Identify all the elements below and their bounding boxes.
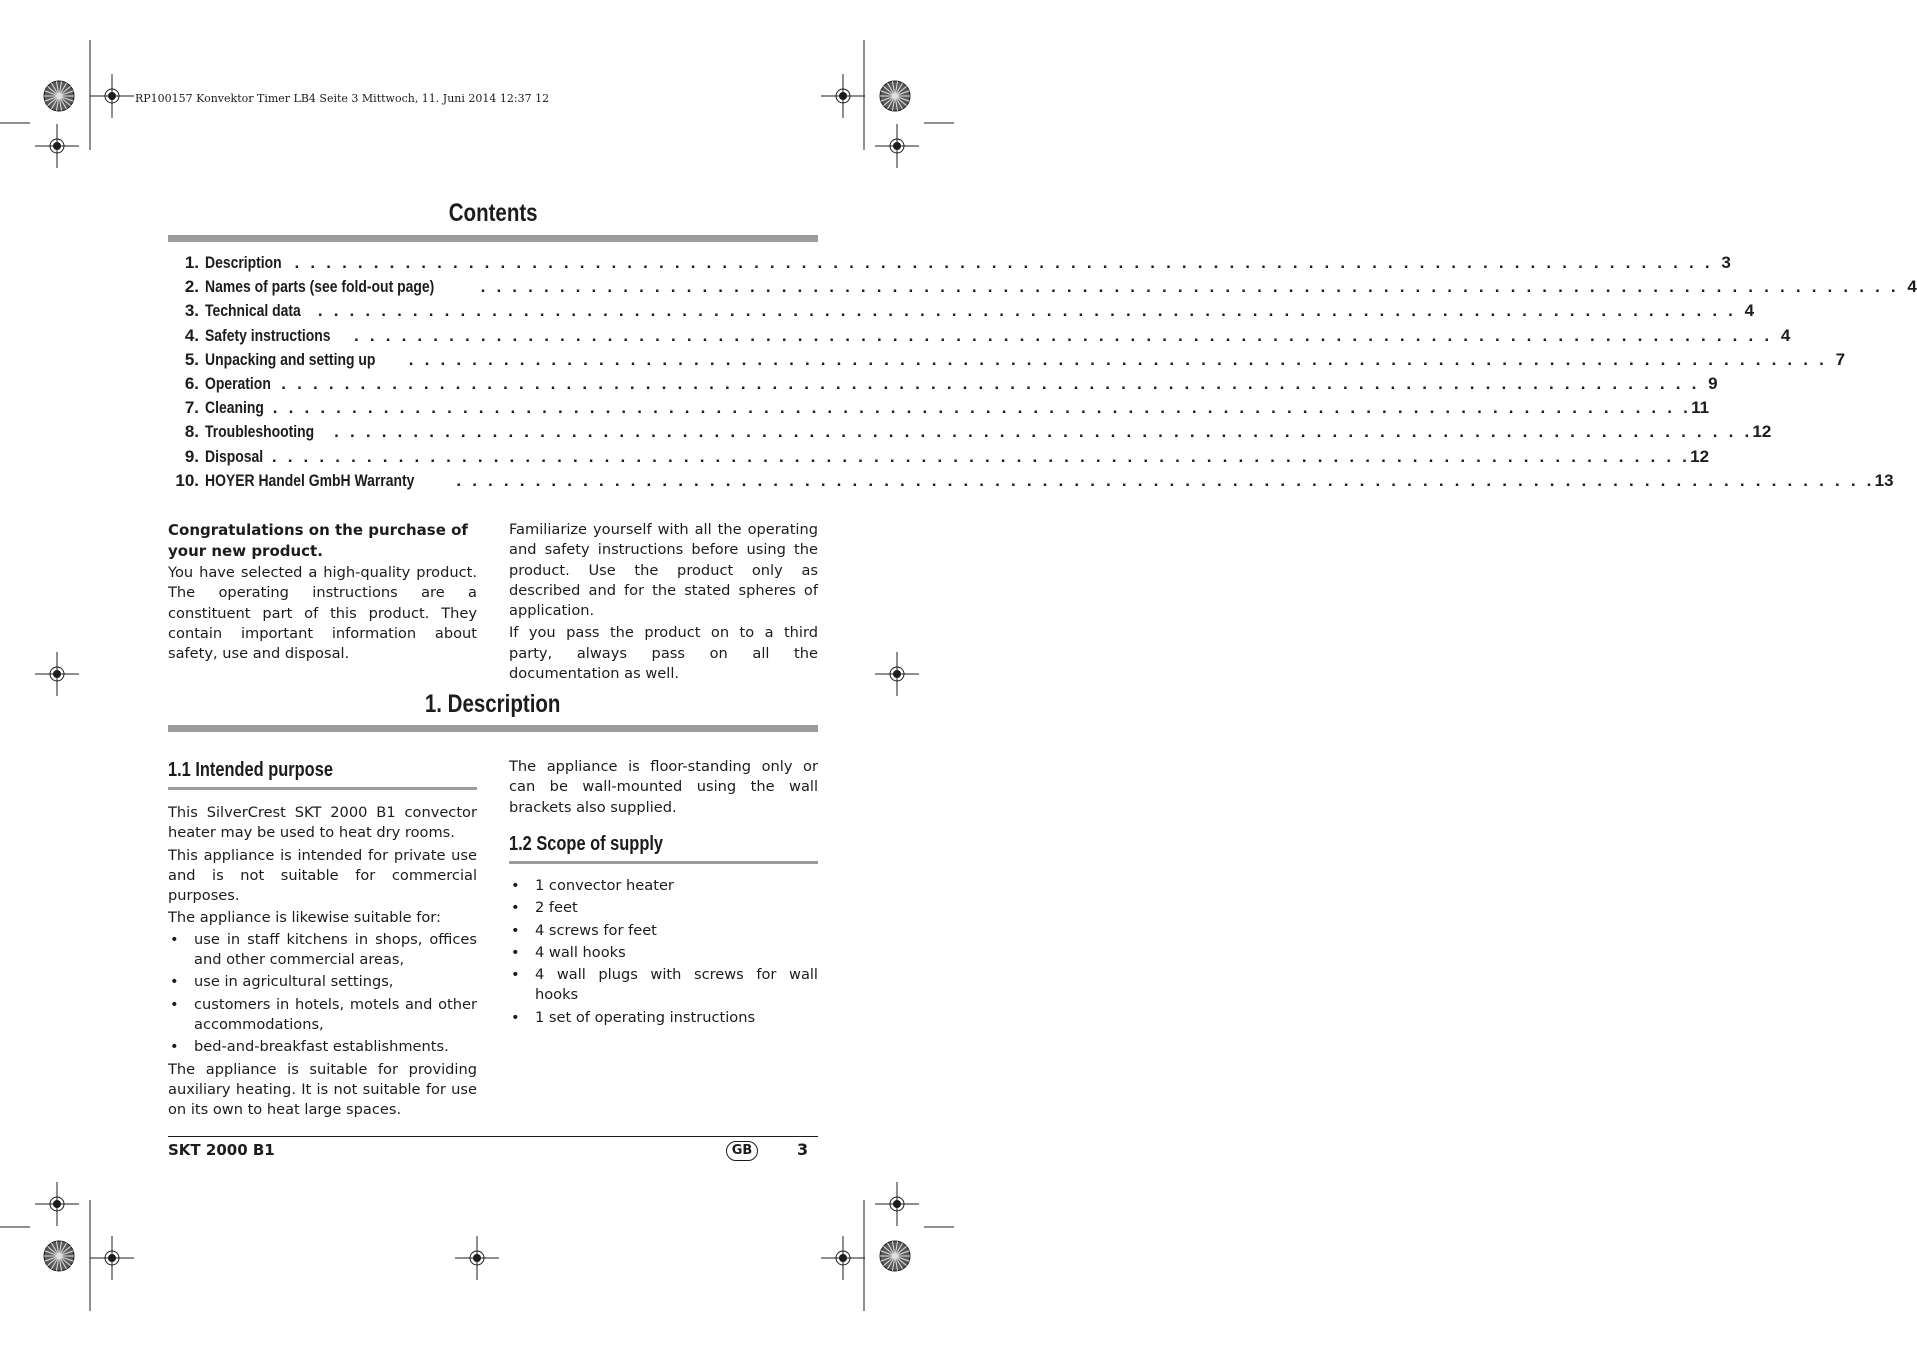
- toc-row: [168, 301, 1755, 325]
- list-item: • 4 wall hooks: [509, 943, 818, 963]
- toc-row: [168, 398, 1710, 422]
- toc-number: 1.: [184, 253, 199, 272]
- toc-label: Technical data: [205, 301, 301, 321]
- toc-row: [168, 470, 1894, 495]
- toc-number: 5.: [184, 349, 199, 369]
- list-item: • use in agricultural settings,: [168, 972, 477, 992]
- intended-purpose-body: [168, 803, 477, 1120]
- supply-bullet-list: [509, 876, 818, 1028]
- intended-paragraph-2: This appliance is intended for private use and is not suitable for commercial purposes.: [168, 846, 477, 905]
- toc-leader-dots: . . . . . . . . . . . . . . . . . . . . . . . . . . . . . . . . . . . . . . . . . . . . . . . . . . . . . . . . . . . . . . . . . . . . . . . . . . . . . . . . . . . . . . . . . .: [281, 373, 1700, 393]
- toc-row: [168, 349, 1846, 374]
- toc-label: Description: [205, 253, 282, 272]
- toc-leader-dots: . . . . . . . . . . . . . . . . . . . . . . . . . . . . . . . . . . . . . . . . . . . . . . . . . . . . . . . . . . . . . . . . . . . . . . . . . . . . . . . . . . . . . . . . . .: [317, 301, 1737, 321]
- contents-title: Contents: [448, 199, 538, 227]
- toc-leader-dots: . . . . . . . . . . . . . . . . . . . . . . . . . . . . . . . . . . . . . . . . . . . . . . . . . . . . . . . . . . . . . . . . . . . . . . . . . . . . . . . . . . . . . . . . . .: [480, 277, 1899, 297]
- toc-number: 6.: [184, 373, 199, 393]
- toc-number: 9.: [184, 446, 199, 466]
- toc-page: 11: [1691, 398, 1710, 418]
- list-item: • bed-and-breakfast establishments.: [168, 1037, 477, 1057]
- list-item: • 2 feet: [509, 898, 818, 918]
- intended-paragraph-1: This SilverCrest SKT 2000 B1 convector heater may be used to heat dry rooms.: [168, 804, 477, 842]
- toc-label: Cleaning: [205, 398, 264, 418]
- toc-page: 3: [1721, 253, 1731, 272]
- floor-standing-paragraph: The appliance is floor-standing only or can be wall-mounted using the wall brackets also supplied.: [509, 758, 818, 816]
- intro-right-paragraph-2: If you pass the product on to a third party, always pass on all the documentation as well.: [509, 624, 818, 683]
- list-item: • 4 screws for feet: [509, 921, 818, 941]
- scope-of-supply-section: [509, 829, 818, 1030]
- toc-row: [168, 373, 1718, 398]
- toc-number: 3.: [184, 301, 199, 321]
- toc-page: 4: [1780, 325, 1791, 345]
- toc-label: Troubleshooting: [205, 422, 315, 442]
- toc-leader-dots: . . . . . . . . . . . . . . . . . . . . . . . . . . . . . . . . . . . . . . . . . . . . . . . . . . . . . . . . . . . . . . . . . . . . . . . . . . . . . . . . . . . . . . . . . .: [456, 470, 1875, 490]
- toc-label: Operation: [205, 373, 271, 393]
- scope-of-supply-rule: [509, 861, 818, 864]
- toc-leader-dots: . . . . . . . . . . . . . . . . . . . . . . . . . . . . . . . . . . . . . . . . . . . . . . . . . . . . . . . . . . . . . . . . . . . . . . . . . . . . . . . . . . . . . . . . . .: [294, 253, 1713, 272]
- toc-number: 7.: [184, 398, 199, 418]
- description-bar: [168, 725, 818, 732]
- scope-of-supply-body: [509, 876, 818, 1028]
- toc-row: [168, 325, 1791, 350]
- toc-page: 13: [1874, 470, 1894, 490]
- toc-page: 12: [1690, 446, 1710, 466]
- intro-lead: Congratulations on the purchase of your new product.: [168, 521, 468, 560]
- toc-number: 4.: [184, 325, 199, 345]
- list-item: • 1 set of operating instructions: [509, 1008, 818, 1028]
- toc-page: 4: [1744, 301, 1755, 321]
- intro-left-column: [168, 520, 477, 666]
- intro-left-paragraph: You have selected a high-quality product. The operating instructions are a constituent part of this product. They contain important information about safety, use and disposal.: [168, 564, 477, 663]
- footer-model: SKT 2000 B1: [168, 1141, 275, 1159]
- toc-leader-dots: . . . . . . . . . . . . . . . . . . . . . . . . . . . . . . . . . . . . . . . . . . . . . . . . . . . . . . . . . . . . . . . . . . . . . . . . . . . . . . . . . . . . . . . . . .: [334, 422, 1753, 442]
- toc-page: 9: [1708, 373, 1718, 393]
- list-item: • use in staff kitchens in shops, offices and other commercial areas,: [168, 930, 477, 971]
- toc-label: Safety instructions: [205, 325, 331, 345]
- description-title: 1. Description: [425, 690, 561, 718]
- list-item: • 4 wall plugs with screws for wall hooks: [509, 965, 818, 1006]
- toc-number: 10.: [175, 470, 199, 490]
- intro-right-paragraph-1: Familiarize yourself with all the operating and safety instructions before using the product. Use the product only as described and for the stated spheres of application.: [509, 521, 818, 620]
- scope-of-supply-heading: 1.2 Scope of supply: [509, 833, 664, 855]
- toc-number: 2.: [184, 277, 199, 297]
- footer-rule: [168, 1136, 818, 1137]
- toc-number: 8.: [184, 422, 199, 442]
- table-of-contents: [168, 253, 1917, 495]
- toc-label: Disposal: [205, 446, 264, 466]
- print-slug-line: RP100157 Konvektor Timer LB4 Seite 3 Mittwoch, 11. Juni 2014 12:37 12: [135, 92, 550, 105]
- intended-paragraph-4: The appliance is suitable for providing auxiliary heating. It is not suitable for use on its own to heat large spaces.: [168, 1060, 477, 1119]
- list-item: • customers in hotels, motels and other accommodations,: [168, 995, 477, 1036]
- toc-page: 12: [1752, 422, 1772, 442]
- toc-leader-dots: . . . . . . . . . . . . . . . . . . . . . . . . . . . . . . . . . . . . . . . . . . . . . . . . . . . . . . . . . . . . . . . . . . . . . . . . . . . . . . . . . . . . . . . . . .: [272, 398, 1692, 418]
- intended-purpose-section: [168, 755, 477, 1122]
- intended-paragraph-3: The appliance is likewise suitable for:: [168, 909, 441, 927]
- toc-row: [168, 446, 1710, 471]
- toc-label: HOYER Handel GmbH Warranty: [205, 470, 415, 490]
- toc-leader-dots: . . . . . . . . . . . . . . . . . . . . . . . . . . . . . . . . . . . . . . . . . . . . . . . . . . . . . . . . . . . . . . . . . . . . . . . . . . . . . . . . . . . . . . . . . .: [271, 446, 1691, 466]
- toc-leader-dots: . . . . . . . . . . . . . . . . . . . . . . . . . . . . . . . . . . . . . . . . . . . . . . . . . . . . . . . . . . . . . . . . . . . . . . . . . . . . . . . . . . . . . . . . . .: [408, 349, 1828, 369]
- intended-purpose-heading: 1.1 Intended purpose: [168, 759, 333, 781]
- contents-bar: [168, 235, 818, 242]
- intro-right-column: [509, 520, 818, 686]
- toc-row: [168, 277, 1917, 301]
- intended-purpose-rule: [168, 787, 477, 790]
- toc-page: 4: [1907, 277, 1917, 297]
- toc-leader-dots: . . . . . . . . . . . . . . . . . . . . . . . . . . . . . . . . . . . . . . . . . . . . . . . . . . . . . . . . . . . . . . . . . . . . . . . . . . . . . . . . . . . . . . . . . .: [354, 325, 1773, 345]
- page-number: 3: [797, 1140, 809, 1159]
- toc-label: Unpacking and setting up: [205, 349, 376, 369]
- toc-row: [168, 422, 1772, 446]
- toc-page: 7: [1835, 349, 1846, 369]
- toc-label: Names of parts (see fold-out page): [205, 277, 435, 297]
- intended-bullet-list: [168, 930, 477, 1058]
- toc-row: [168, 253, 1731, 277]
- language-badge: GB: [726, 1141, 758, 1161]
- list-item: • 1 convector heater: [509, 876, 818, 896]
